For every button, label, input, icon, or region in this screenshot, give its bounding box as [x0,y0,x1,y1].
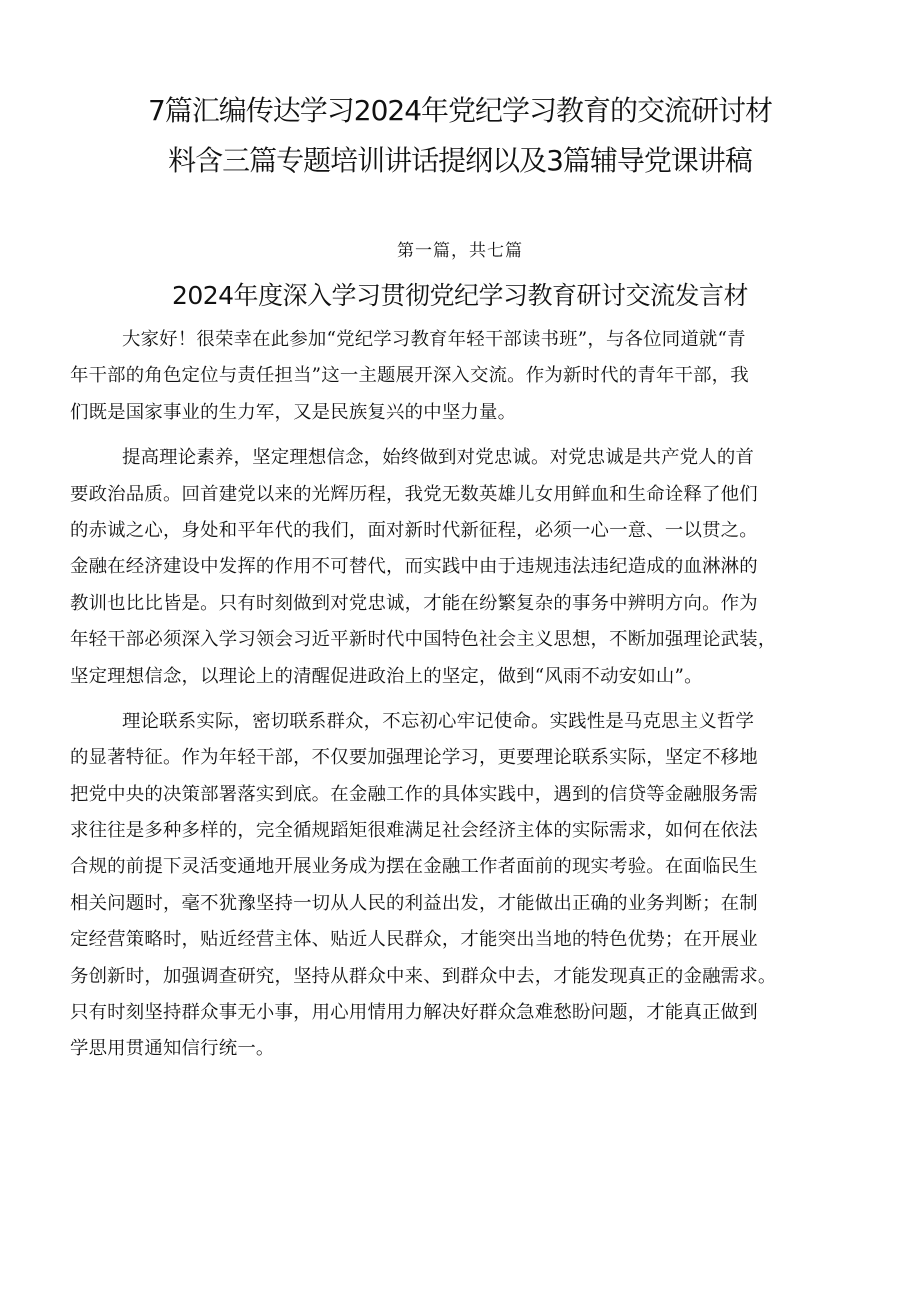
paragraph-line: 大家好！很荣幸在此参加“党纪学习教育年轻干部读书班”，与各位同道就“青 [122,329,746,350]
paragraph-line: 教训也比比皆是。只有时刻做到对党忠诚，才能在纷繁复杂的事务中辨明方向。作为 [70,592,758,614]
title-line-1: 7篇汇编传达学习2024年党纪学习教育的交流研讨材 [147,94,773,127]
section-heading: 2024年度深入学习贯彻党纪学习教育研讨交流发言材 [171,281,749,310]
paragraph-line: 定经营策略时，贴近经营主体、贴近人民群众，才能突出当地的特色优势；在开展业 [70,929,758,951]
paragraph-line: 只有时刻坚持群众事无小事，用心用情用力解决好群众急难愁盼问题，才能真正做到 [70,1002,758,1024]
paragraph-line: 学思用贯通知信行统一。 [70,1038,275,1060]
paragraph-line: 的显著特征。作为年轻干部，不仅要加强理论学习，更要理论联系实际，坚定不移地 [70,747,758,769]
paragraph-line: 们既是国家事业的生力军，又是民族复兴的中坚力量。 [70,401,517,423]
section-label: 第一篇，共七篇 [397,241,523,261]
paragraph-line: 提高理论素养，坚定理想信念，始终做到对党忠诚。对党忠诚是共产党人的首 [122,447,755,469]
paragraph-line: 的赤诚之心，身处和平年代的我们，面对新时代新征程，必须一心一意、一以贯之。 [70,519,758,541]
paragraph-line: 理论联系实际，密切联系群众，不忘初心牢记使命。实践性是马克思主义哲学 [122,710,755,732]
paragraph-line: 相关问题时，毫不犹豫坚持一切从人民的利益出发，才能做出正确的业务判断；在制 [70,892,758,914]
paragraph-line: 年轻干部必须深入学习领会习近平新时代中国特色社会主义思想，不断加强理论武装， [70,629,777,651]
paragraph-line: 坚定理想信念，以理论上的清醒促进政治上的坚定，做到“风雨不动安如山”。 [70,665,703,687]
body-text [70,322,870,1077]
paragraph-3 [70,704,870,1068]
paragraph-line: 把党中央的决策部署落实到底。在金融工作的具体实践中，遇到的信贷等金融服务需 [70,783,758,805]
paragraph-line: 要政治品质。回首建党以来的光辉历程，我党无数英雄儿女用鲜血和生命诠释了他们 [70,483,758,505]
paragraph-2 [70,440,870,695]
paragraph-line: 金融在经济建设中发挥的作用不可替代，而实践中由于违规违法违纪造成的血淋淋的 [70,556,758,578]
document-title [60,86,860,186]
paragraph-line: 合规的前提下灵活变通地开展业务成为摆在金融工作者面前的现实考验。在面临民生 [70,856,758,878]
paragraph-line: 年干部的角色定位与责任担当”这一主题展开深入交流。作为新时代的青年干部，我 [70,365,749,387]
paragraph-line: 务创新时，加强调查研究，坚持从群众中来、到群众中去，才能发现真正的金融需求。 [70,965,777,987]
paragraph-1 [70,322,870,431]
title-line-2: 料含三篇专题培训讲话提纲以及3篇辅导党课讲稿 [168,144,752,177]
paragraph-line: 求往往是多种多样的，完全循规蹈矩很难满足社会经济主体的实际需求，如何在依法 [70,820,758,842]
